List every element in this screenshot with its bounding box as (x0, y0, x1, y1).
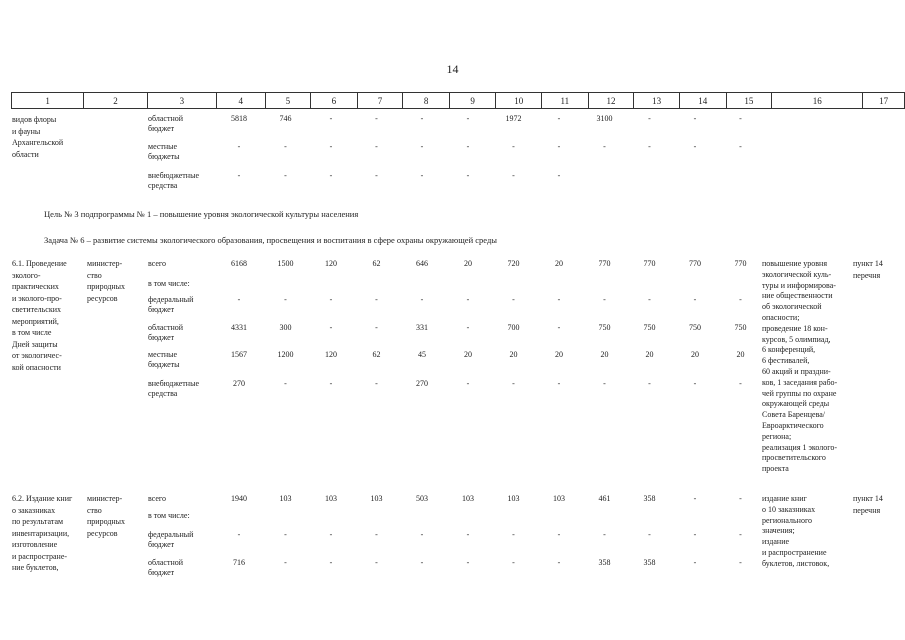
value-cell: 20 (464, 350, 472, 359)
value-cell: 103 (507, 494, 520, 503)
executor-name: природных (87, 517, 126, 526)
expected-result: ние общественности (762, 291, 833, 301)
value-cell: - (648, 530, 651, 539)
expected-result: буклетов, листовок, (762, 558, 830, 568)
value-cell: 750 (643, 323, 656, 332)
value-cell: - (739, 295, 742, 304)
expected-result: Совета Баренцева/ (762, 410, 826, 420)
value-cell: - (512, 142, 515, 151)
expected-result: об экологической (762, 302, 822, 312)
value-cell: - (420, 295, 424, 304)
value-cell: - (512, 558, 515, 567)
expected-result: туры и информирова- (762, 280, 836, 290)
funding-source: местные (148, 350, 178, 359)
column-header-5: 5 (265, 93, 311, 109)
value-cell: - (648, 379, 651, 388)
value-cell: - (237, 171, 241, 180)
value-cell: - (329, 171, 333, 180)
value-cell: 331 (416, 323, 428, 332)
value-cell: - (466, 530, 470, 539)
value-cell: 6168 (231, 259, 247, 268)
expected-result: ков, 1 заседания рабо- (762, 377, 838, 387)
measure-name: видов флоры (12, 115, 57, 124)
value-cell: 103 (462, 494, 474, 503)
column-header-row (11, 92, 905, 109)
value-cell: - (466, 142, 470, 151)
measure-name: 6.1. Проведение (12, 259, 67, 268)
column-header-8: 8 (403, 93, 450, 109)
value-cell: 3100 (596, 114, 613, 123)
column-header-12: 12 (588, 93, 634, 109)
column-header-15: 15 (726, 93, 772, 109)
expected-result: опасности; (762, 313, 800, 322)
expected-result: курсов, 5 олимпиад, (762, 334, 831, 344)
value-cell: - (237, 142, 241, 151)
value-cell: 45 (418, 350, 426, 359)
measure-name: о заказниках (12, 505, 56, 515)
expected-result: издание (762, 537, 790, 547)
funding-source: бюджеты (148, 152, 180, 161)
expected-result: окружающей среды (762, 399, 830, 409)
executor-name: министер- (87, 259, 123, 268)
value-cell: 20 (464, 259, 472, 268)
value-cell: 358 (643, 558, 656, 567)
value-cell: - (284, 142, 287, 151)
value-cell: - (375, 114, 378, 123)
expected-result: издание книг (762, 494, 807, 503)
measure-name: и фауны (12, 126, 41, 136)
value-cell: - (329, 558, 333, 567)
value-cell: - (557, 558, 561, 567)
page-number: 14 (446, 62, 459, 76)
value-cell: - (329, 114, 333, 123)
value-cell: - (375, 530, 378, 539)
goal-heading: Цель № 3 подпрограммы № 1 – повышение уровня экологической культуры населения (44, 209, 359, 219)
value-cell: 20 (555, 350, 563, 359)
expected-result: просветительского (762, 453, 826, 463)
measure-name: ние буклетов, (12, 563, 59, 572)
measure-name: кой опасности (12, 362, 61, 372)
expected-result: проведение 18 кон- (762, 323, 828, 333)
value-cell: - (693, 558, 697, 567)
funding-source: областной (148, 558, 184, 567)
value-cell: - (648, 142, 651, 151)
value-cell: - (557, 530, 561, 539)
list-reference: пункт 14 (853, 494, 883, 503)
column-header-13: 13 (634, 93, 680, 109)
value-cell: - (739, 530, 742, 539)
value-cell: 120 (325, 259, 337, 268)
funding-source: внебюджетные (148, 171, 199, 180)
funding-source: средства (148, 389, 178, 398)
value-cell: 300 (279, 323, 292, 332)
value-cell: 20 (736, 350, 745, 359)
funding-source: внебюджетные (148, 379, 199, 388)
value-cell: - (648, 295, 651, 304)
value-cell: 646 (416, 259, 428, 268)
value-cell: 4331 (231, 323, 247, 332)
value-cell: - (284, 558, 287, 567)
value-cell: 1567 (231, 350, 247, 359)
value-cell: - (237, 530, 241, 539)
value-cell: 20 (600, 350, 609, 359)
measure-name: светительских (12, 305, 62, 314)
measure-name: Архангельской (12, 138, 64, 147)
value-cell: - (237, 295, 241, 304)
funding-source: всего (148, 494, 167, 503)
value-cell: 270 (233, 379, 245, 388)
measure-name: по результатам (12, 517, 64, 526)
list-reference: перечня (853, 270, 881, 280)
executor-name: природных (87, 282, 126, 291)
value-cell: 700 (507, 323, 520, 332)
funding-source: бюджет (148, 568, 175, 577)
value-cell: 746 (279, 114, 292, 123)
value-cell: 770 (689, 259, 701, 268)
value-cell: 503 (416, 494, 428, 503)
value-cell: - (557, 323, 561, 332)
value-cell: 270 (416, 379, 428, 388)
expected-result: Евроарктического (762, 421, 824, 430)
value-cell: - (466, 295, 470, 304)
expected-result: реализация 1 эколого- (762, 442, 838, 452)
value-cell: - (512, 171, 515, 180)
value-cell: - (603, 530, 606, 539)
value-cell: - (329, 142, 333, 151)
measure-name: инвентаризации, (12, 528, 70, 538)
value-cell: - (739, 558, 742, 567)
value-cell: - (284, 530, 287, 539)
value-cell: - (557, 295, 561, 304)
task-heading: Задача № 6 – развитие системы экологического образования, просвещения и воспитания в сфере охраны окружающей среды (44, 235, 497, 245)
value-cell: 103 (370, 494, 383, 503)
expected-result: и распространение (762, 548, 827, 557)
funding-source: бюджет (148, 305, 175, 314)
funding-source: федеральный (148, 295, 194, 304)
executor-name: министер- (87, 494, 123, 503)
funding-source: бюджет (148, 124, 175, 133)
funding-source: местные (148, 142, 178, 151)
value-cell: 20 (509, 350, 518, 359)
column-header-16: 16 (772, 93, 863, 109)
value-cell: - (466, 114, 470, 123)
expected-result: 60 акций и праздни- (762, 367, 831, 376)
funding-source: бюджет (148, 333, 175, 342)
expected-result: региона; (762, 431, 792, 441)
value-cell: - (466, 558, 470, 567)
funding-source: областной (148, 114, 184, 123)
column-header-7: 7 (357, 93, 403, 109)
expected-result: чей группы по охране (762, 388, 837, 398)
column-header-14: 14 (679, 93, 726, 109)
expected-result: проекта (762, 464, 789, 474)
value-cell: - (375, 558, 378, 567)
value-cell: 720 (507, 259, 520, 268)
column-header-4: 4 (217, 93, 266, 109)
value-cell: - (739, 379, 742, 388)
value-cell: 750 (734, 323, 747, 332)
measure-name: и эколого-про- (12, 293, 62, 303)
value-cell: - (739, 114, 742, 123)
measure-name: 6.2. Издание книг (12, 494, 73, 503)
funding-source: в том числе: (148, 279, 190, 288)
funding-source: федеральный (148, 530, 194, 539)
value-cell: 1200 (277, 350, 294, 359)
funding-source: бюджет (148, 540, 175, 549)
value-cell: - (329, 323, 333, 332)
expected-result: значения; (762, 526, 795, 536)
column-header-10: 10 (496, 93, 542, 109)
value-cell: 461 (598, 494, 611, 503)
value-cell: - (466, 323, 470, 332)
value-cell: - (420, 114, 424, 123)
value-cell: - (375, 171, 378, 180)
measure-name: практических (12, 282, 59, 291)
value-cell: 103 (279, 494, 292, 503)
value-cell: - (557, 379, 561, 388)
value-cell: - (603, 379, 606, 388)
measure-name: в том числе (12, 328, 52, 337)
measure-name: от экологичес- (12, 351, 62, 360)
value-cell: - (466, 171, 470, 180)
measure-name: области (12, 149, 39, 159)
funding-source: бюджеты (148, 360, 180, 369)
value-cell: 62 (372, 259, 381, 268)
column-header-11: 11 (542, 93, 589, 109)
expected-result: повышение уровня (762, 259, 827, 268)
column-header-9: 9 (449, 93, 496, 109)
funding-source: всего (148, 259, 167, 268)
value-cell: 20 (691, 350, 699, 359)
value-cell: - (466, 379, 470, 388)
value-cell: - (557, 171, 561, 180)
value-cell: 103 (553, 494, 565, 503)
expected-result: регионального (762, 515, 813, 525)
value-cell: - (375, 323, 378, 332)
value-cell: - (557, 114, 561, 123)
value-cell: 770 (734, 259, 747, 268)
measure-name: мероприятий, (12, 316, 59, 326)
expected-result: экологической куль- (762, 269, 832, 279)
expected-result: 6 фестивалей, (762, 356, 810, 366)
value-cell: - (512, 530, 515, 539)
value-cell: 120 (325, 350, 337, 359)
value-cell: - (512, 295, 515, 304)
value-cell: - (739, 142, 742, 151)
value-cell: - (739, 494, 742, 503)
funding-source: областной (148, 323, 184, 332)
value-cell: - (284, 171, 287, 180)
value-cell: - (284, 379, 287, 388)
value-cell: - (693, 494, 697, 503)
funding-source: в том числе: (148, 511, 190, 520)
value-cell: - (693, 114, 697, 123)
value-cell: - (420, 171, 424, 180)
value-cell: - (420, 530, 424, 539)
value-cell: 62 (372, 350, 381, 359)
column-header-6: 6 (311, 93, 358, 109)
column-header-1: 1 (12, 93, 84, 109)
executor-name: ресурсов (87, 528, 118, 538)
value-cell: 770 (598, 259, 611, 268)
list-reference: перечня (853, 505, 881, 515)
value-cell: - (329, 530, 333, 539)
value-cell: 750 (598, 323, 611, 332)
value-cell: 770 (643, 259, 656, 268)
list-reference: пункт 14 (853, 259, 883, 268)
value-cell: - (329, 295, 333, 304)
value-cell: 358 (643, 494, 656, 503)
value-cell: - (329, 379, 333, 388)
value-cell: - (375, 295, 378, 304)
value-cell: - (603, 295, 606, 304)
measure-name: изготовление (12, 540, 58, 549)
value-cell: 5818 (231, 114, 247, 123)
value-cell: - (693, 379, 697, 388)
value-cell: - (693, 295, 697, 304)
expected-result: 6 конференций, (762, 345, 816, 355)
value-cell: 1500 (277, 259, 294, 268)
value-cell: 20 (555, 259, 563, 268)
value-cell: 1940 (231, 494, 247, 503)
executor-name: ство (87, 505, 102, 515)
value-cell: - (284, 295, 287, 304)
executor-name: ресурсов (87, 293, 118, 303)
value-cell: - (512, 379, 515, 388)
value-cell: - (375, 142, 378, 151)
value-cell: 750 (689, 323, 701, 332)
measure-name: Дней защиты (12, 339, 58, 349)
value-cell: - (603, 142, 606, 151)
value-cell: - (648, 114, 651, 123)
value-cell: 358 (598, 558, 611, 567)
executor-name: ство (87, 270, 102, 280)
value-cell: 103 (325, 494, 337, 503)
value-cell: - (420, 142, 424, 151)
measure-name: и распростране- (12, 551, 68, 561)
value-cell: - (420, 558, 424, 567)
expected-result: о 10 заказниках (762, 504, 816, 514)
value-cell: 716 (233, 558, 245, 567)
measure-name: эколого- (12, 270, 41, 280)
value-cell: - (693, 530, 697, 539)
value-cell: 1972 (505, 114, 522, 123)
value-cell: - (557, 142, 561, 151)
value-cell: 20 (645, 350, 654, 359)
value-cell: - (375, 379, 378, 388)
column-header-17: 17 (863, 93, 905, 109)
column-header-2: 2 (84, 93, 147, 109)
column-header-3: 3 (147, 93, 216, 109)
value-cell: - (693, 142, 697, 151)
funding-source: средства (148, 181, 178, 190)
